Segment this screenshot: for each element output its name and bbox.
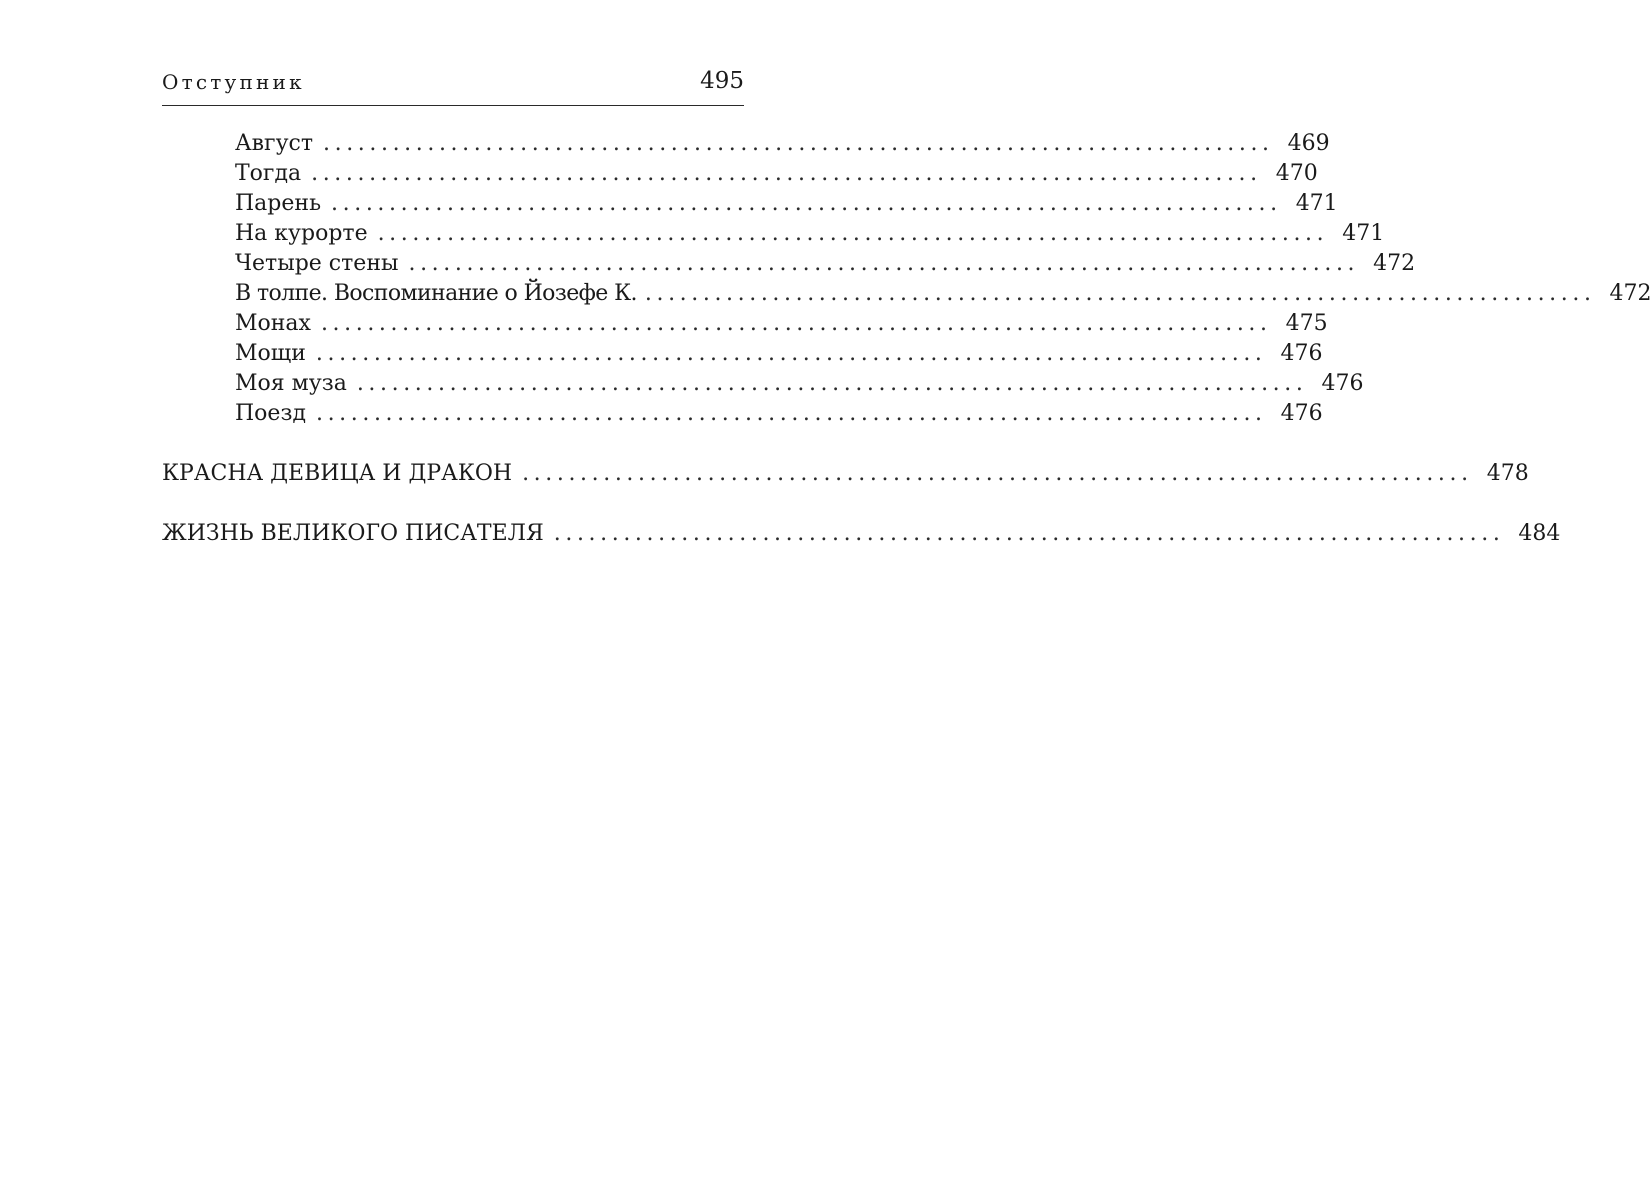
toc-entry-page: 476 xyxy=(1280,401,1323,426)
running-title: Отступник xyxy=(162,70,305,94)
toc-entry xyxy=(235,189,1338,219)
toc-entry-title: Парень xyxy=(235,191,322,216)
dot-leader: .................................................................................. xyxy=(316,401,1267,426)
toc-section-title: КРАСНА ДЕВИЦА И ДРАКОН xyxy=(162,461,513,486)
toc-entry xyxy=(235,309,1328,339)
toc-entry-title: Четыре стены xyxy=(235,251,399,276)
toc-entry-page: 475 xyxy=(1285,311,1328,336)
toc-entry xyxy=(235,399,1323,429)
toc-section-entry xyxy=(162,459,1529,489)
toc-entry-page: 476 xyxy=(1280,341,1323,366)
dot-leader: .................................................................................. xyxy=(377,221,1329,246)
toc-entry-page: 472 xyxy=(1609,281,1652,306)
dot-leader: .................................................................................. xyxy=(311,161,1262,186)
toc-entry-title: Тогда xyxy=(235,161,302,186)
toc-entry-title: Поезд xyxy=(235,401,306,426)
toc-entry-title: В толпе. Воспоминание о Йозефе К. xyxy=(235,281,637,306)
dot-leader: .................................................................................. xyxy=(522,461,1473,486)
page-number: 495 xyxy=(700,68,744,94)
header-rule xyxy=(162,105,744,106)
toc-entry xyxy=(235,369,1364,399)
toc-section-title: ЖИЗНЬ ВЕЛИКОГО ПИСАТЕЛЯ xyxy=(162,521,544,546)
toc-entry-title: Мощи xyxy=(235,341,306,366)
dot-leader: .................................................................................. xyxy=(320,311,1272,336)
dot-leader: .................................................................................. xyxy=(331,191,1282,216)
dot-leader: .................................................................................. xyxy=(356,371,1308,396)
toc-section-entry xyxy=(162,519,1561,549)
toc-entry-page: 470 xyxy=(1275,161,1318,186)
toc-section-page: 478 xyxy=(1486,461,1529,486)
dot-leader: .................................................................................. xyxy=(315,341,1267,366)
dot-leader: .................................................................................. xyxy=(323,131,1274,156)
toc-entry-title: Моя муза xyxy=(235,371,347,396)
dot-leader: .................................................................................. xyxy=(553,521,1505,546)
toc-entry-page: 471 xyxy=(1295,191,1338,216)
toc-entry xyxy=(235,129,1330,159)
toc-entry xyxy=(235,249,1416,279)
toc-section-page: 484 xyxy=(1518,521,1561,546)
toc-entry xyxy=(235,219,1385,249)
toc-entry xyxy=(235,159,1318,189)
toc-entry-title: Август xyxy=(235,131,314,156)
dot-leader: .................................................................................. xyxy=(408,251,1360,276)
toc-entry-page: 469 xyxy=(1287,131,1330,156)
toc-entry-page: 471 xyxy=(1342,221,1385,246)
toc-entry xyxy=(235,279,1652,309)
dot-leader: .................................................................................. xyxy=(644,281,1596,306)
toc-entry-title: На курорте xyxy=(235,221,368,246)
toc-entry xyxy=(235,339,1323,369)
toc-entry-page: 476 xyxy=(1321,371,1364,396)
toc-entry-title: Монах xyxy=(235,311,311,336)
toc-entry-page: 472 xyxy=(1373,251,1416,276)
running-head xyxy=(162,66,744,100)
